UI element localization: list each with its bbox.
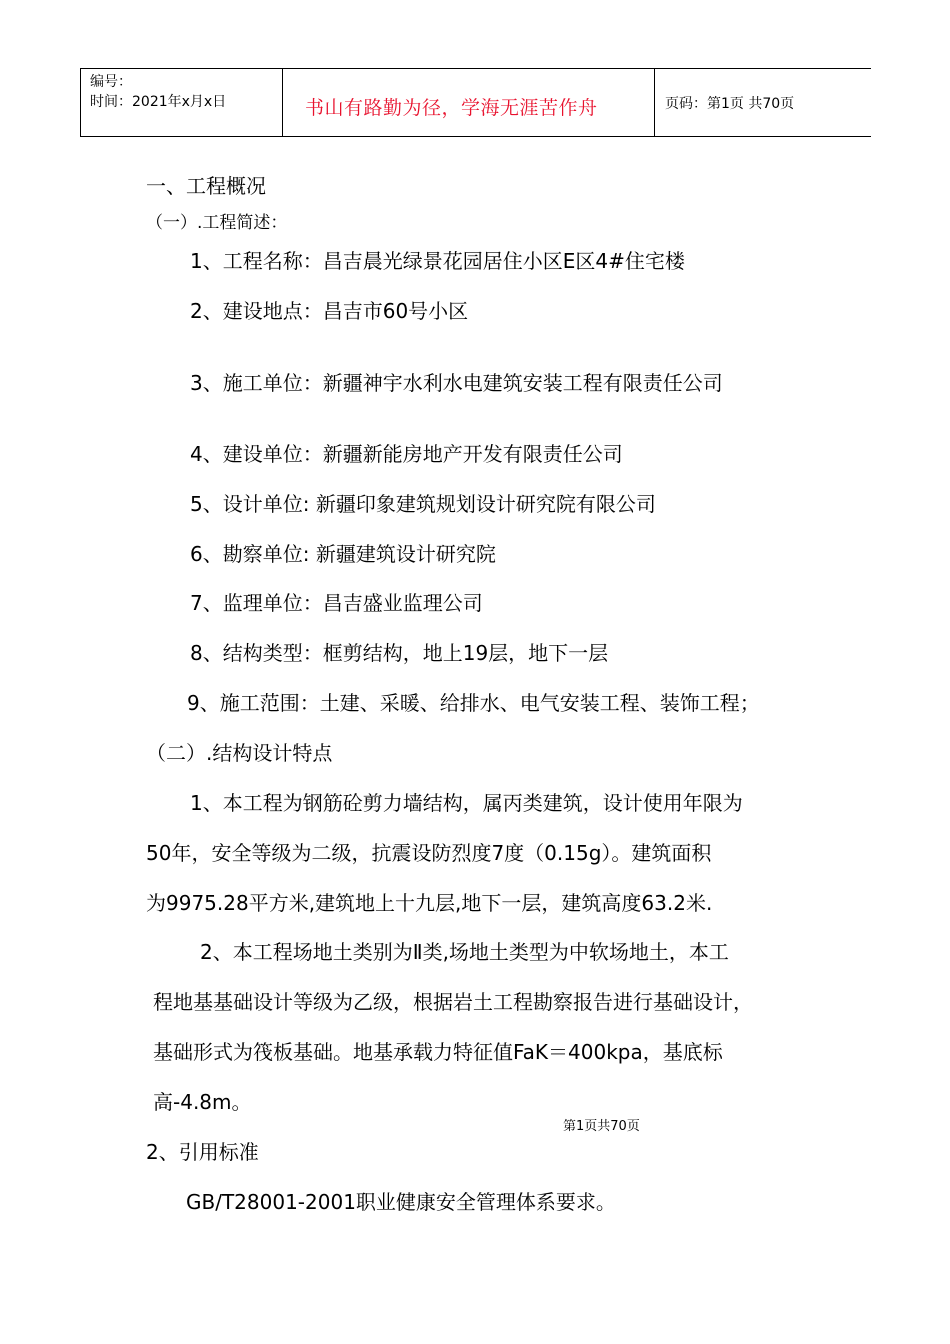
- paragraph-line: 程地基基础设计等级为乙级，根据岩土工程勘察报告进行基础设计，: [153, 990, 753, 1014]
- list-item: 9、施工范围：土建、采暖、给排水、电气安装工程、装饰工程；: [187, 691, 760, 715]
- header-page-cell: [655, 69, 871, 136]
- list-item: 4、建设单位：新疆新能房地产开发有限责任公司: [190, 442, 623, 466]
- page-info: 页码：第1页 共70页: [665, 96, 795, 112]
- list-item: 8、结构类型：框剪结构，地上19层，地下一层: [190, 641, 609, 665]
- header-left-cell: [81, 69, 283, 136]
- section-title: 一、工程概况: [146, 174, 266, 198]
- serial-label: 编号：: [90, 74, 132, 90]
- header-motto-cell: [283, 69, 655, 136]
- motto-text: 书山有路勤为径，学海无涯苦作舟: [305, 97, 598, 119]
- section-title: 2、引用标准: [146, 1140, 259, 1164]
- paragraph-line: 50年，安全等级为二级，抗震设防烈度7度（0.15g）。建筑面积: [146, 841, 712, 865]
- paragraph-line: 为9975.28平方米,建筑地上十九层,地下一层，建筑高度63.2米.: [146, 891, 713, 915]
- list-item: 5、设计单位: 新疆印象建筑规划设计研究院有限公司: [190, 492, 656, 516]
- list-item: 6、勘察单位: 新疆建筑设计研究院: [190, 542, 496, 566]
- section-title: （二）.结构设计特点: [146, 741, 333, 765]
- time-label: 时间：2021年x月x日: [90, 94, 227, 110]
- page-footer: 第1页共70页: [563, 1119, 640, 1134]
- paragraph-line: 1、本工程为钢筋砼剪力墙结构，属丙类建筑，设计使用年限为: [190, 791, 743, 815]
- paragraph-line: 基础形式为筏板基础。地基承载力特征值FaK＝400kpa，基底标: [153, 1040, 723, 1064]
- list-item: 7、监理单位：昌吉盛业监理公司: [190, 591, 483, 615]
- list-item: 1、工程名称：昌吉晨光绿景花园居住小区E区4#住宅楼: [190, 249, 685, 273]
- paragraph-line: GB/T28001-2001职业健康安全管理体系要求。: [186, 1190, 616, 1214]
- list-item: 2、建设地点：昌吉市60号小区: [190, 299, 469, 323]
- paragraph-line: 2、本工程场地土类别为Ⅱ类,场地土类型为中软场地土，本工: [200, 940, 729, 964]
- paragraph-line: 高-4.8m。: [153, 1090, 252, 1114]
- list-item: 3、施工单位：新疆神宇水利水电建筑安装工程有限责任公司: [190, 371, 723, 395]
- header-table: [80, 68, 871, 137]
- section-subtitle: （一）.工程简述：: [146, 213, 288, 233]
